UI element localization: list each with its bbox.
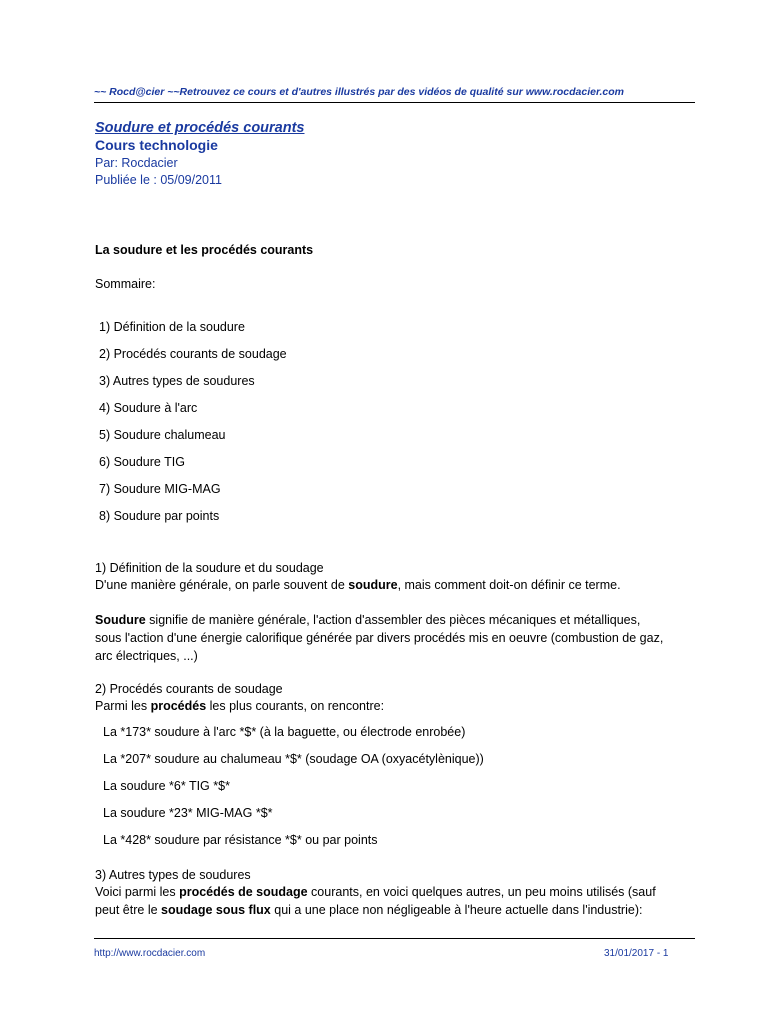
s2-intro-post: les plus courants, on rencontre: (206, 699, 385, 713)
summary-item: 7) Soudure MIG-MAG (99, 482, 221, 496)
process-item: La soudure *6* TIG *$* (103, 779, 230, 793)
s1-intro (95, 577, 621, 594)
process-item: La *207* soudure au chalumeau *$* (soudage OA (oxyacétylènique)) (103, 752, 484, 766)
s2-intro-pre: Parmi les (95, 699, 151, 713)
summary-item: 5) Soudure chalumeau (99, 428, 226, 442)
article-subtitle: Cours technologie (95, 137, 218, 153)
s3-paragraph (95, 883, 665, 919)
s3-heading: 3) Autres types de soudures (95, 868, 251, 882)
s3-mid: courants, en voici quelques autres, un peu moins utilisés (sauf peut être le (95, 885, 656, 917)
summary-item: 1) Définition de la soudure (99, 320, 245, 334)
section-heading: La soudure et les procédés courants (95, 243, 314, 257)
summary-item: 4) Soudure à l'arc (99, 401, 198, 415)
summary-item: 6) Soudure TIG (99, 455, 185, 469)
process-item: La *428* soudure par résistance *$* ou par points (103, 833, 378, 847)
header-rule (94, 102, 695, 103)
s3-post: qui a une place non négligeable à l'heure actuelle dans l'industrie): (270, 903, 643, 917)
process-item: La soudure *23* MIG-MAG *$* (103, 806, 273, 820)
s1-intro-pre: D'une manière générale, on parle souvent de (95, 578, 349, 592)
header-banner: ~~ Rocd@cier ~~Retrouvez ce cours et d'autres illustrés par des vidéos de qualité sur www.rocdacier.com (94, 86, 624, 98)
s2-heading: 2) Procédés courants de soudage (95, 682, 283, 696)
footer-page-date: 31/01/2017 - 1 (604, 948, 669, 959)
s3-bold-1: procédés de soudage (179, 885, 308, 899)
summary-item: 3) Autres types de soudures (99, 374, 255, 388)
summary-item: 2) Procédés courants de soudage (99, 347, 287, 361)
s1-heading: 1) Définition de la soudure et du soudage (95, 561, 324, 575)
s1-definition-bold: Soudure (95, 613, 146, 627)
s1-intro-bold: soudure (348, 578, 398, 592)
article-author: Par: Rocdacier (95, 156, 178, 170)
footer-rule (94, 938, 695, 939)
footer-link[interactable]: http://www.rocdacier.com (94, 948, 206, 959)
summary-label: Sommaire: (95, 277, 156, 291)
s3-bold-2: soudage sous flux (161, 903, 271, 917)
s2-intro (95, 698, 384, 715)
process-item: La *173* soudure à l'arc *$* (à la baguette, ou électrode enrobée) (103, 725, 466, 739)
s2-intro-bold: procédés (150, 699, 207, 713)
article-title[interactable]: Soudure et procédés courants (95, 120, 305, 136)
s1-definition-text: signifie de manière générale, l'action d'assembler des pièces mécaniques et métalliques, sous l'action d'une énergie calorifique générée par divers procédés mis en oeuvre (combustion de gaz, arc électriques, ...) (95, 613, 664, 663)
s1-intro-post: , mais comment doit-on définir ce terme. (397, 578, 621, 592)
s3-pre: Voici parmi les (95, 885, 180, 899)
summary-item: 8) Soudure par points (99, 509, 220, 523)
article-date: Publiée le : 05/09/2011 (95, 173, 222, 187)
s1-definition (95, 611, 665, 665)
